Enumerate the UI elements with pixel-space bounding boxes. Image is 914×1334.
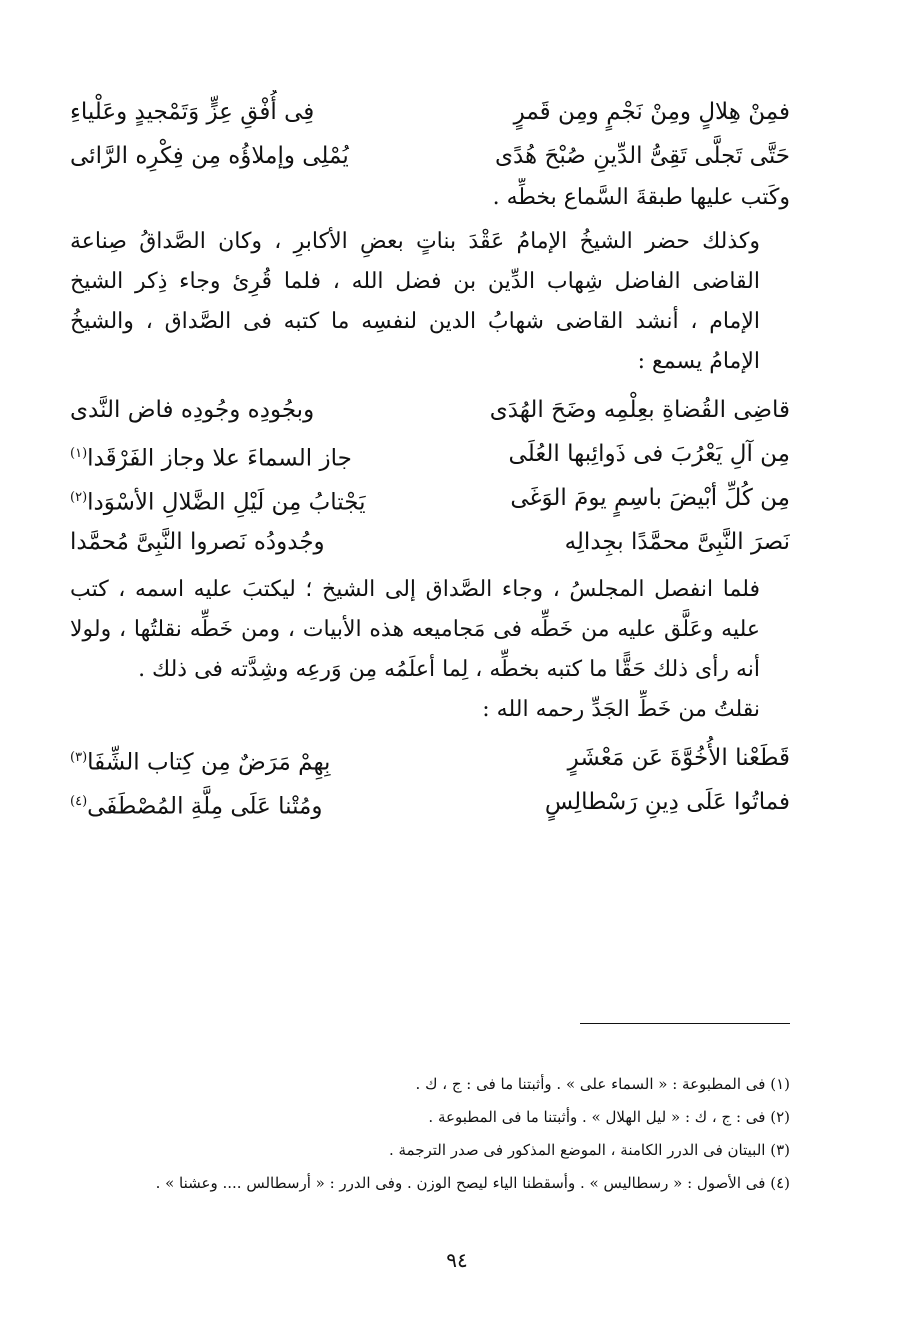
footnote: (٤) فى الأصول : « رسطاليس » . وأسقطنا الياء ليصح الوزن . وفى الدرر : « أرسطالس .... وعشنا » . xyxy=(155,1174,790,1192)
verse-second-hemistich xyxy=(70,780,416,824)
verse-text: وجُدودُه نَصروا النَّبِىَّ مُحمَّدا xyxy=(70,529,325,555)
page-body xyxy=(70,90,790,824)
verse-second-hemistich xyxy=(70,432,416,476)
text-line: وكَتب عليها طبقةَ السَّماع بخطِّه . xyxy=(492,185,790,210)
footnote: (٣) البيتان فى الدرر الكامنة ، الموضع المذكور فى صدر الترجمة . xyxy=(388,1141,790,1159)
verse-line xyxy=(70,90,790,134)
footnote-divider xyxy=(580,1023,790,1024)
footnote-marker: (٤) xyxy=(70,794,88,809)
page-number: ٩٤ xyxy=(446,1248,468,1272)
verse-second-hemistich xyxy=(70,388,416,432)
paragraph-1: وكذلك حضر الشيخُ الإمامُ عَقْدَ بناتٍ بعضِ الأكابرِ ، وكان الصَّداقُ صِناعة القاضى الفاضل شِهاب الدِّين بن فضل الله ، فلما قُرِئ وجاء ذِكر الشيخ الإمام ، أنشد القاضى شهابُ الدين لنفسِه ما كتبه فى الصَّداق ، والشيخُ الإمامُ يسمع : xyxy=(70,229,760,374)
verse-first-hemistich: فماتُوا عَلَى دِينِ رَسْطالِسٍ xyxy=(544,789,790,815)
verse-first-hemistich: فمِنْ هِلالٍ ومِنْ نَجْمٍ ومِن قَمرٍ xyxy=(513,99,790,125)
verse-second-hemistich: فِى أُفْقِ عِزٍّ وَتَمْجيدٍ وعَلْياءِ xyxy=(70,99,315,125)
verse-line xyxy=(70,388,790,432)
verse-first-hemistich: قاضِى القُضاةِ بعِلْمِه وضَحَ الهُدَى xyxy=(489,397,790,423)
verse-second-hemistich xyxy=(70,520,416,564)
verse-first-hemistich: نَصرَ النَّبِىَّ محمَّدًا بجِدالِه xyxy=(564,529,790,555)
verse-second-hemistich xyxy=(70,476,416,520)
verse-text: جاز السماءَ علا وجاز الفَرْقَدا xyxy=(87,445,352,472)
footnote-marker: (٣) xyxy=(70,750,88,765)
footnotes xyxy=(70,1068,790,1200)
footnote: (١) فى المطبوعة : « السماء على » . وأثبتنا ما فى : ج ، ك . xyxy=(415,1075,790,1093)
verse-first-hemistich: مِن كُلِّ أبْيضَ باسِمٍ يومَ الوَغَى xyxy=(510,485,790,511)
poem-bottom xyxy=(70,736,790,824)
verse-line xyxy=(70,736,790,780)
verse-text: ومُتْنا عَلَى مِلَّةِ المُصْطَفَى xyxy=(87,793,323,820)
footnote-marker: (١) xyxy=(70,446,88,461)
quote-intro-line: نقلتُ من خَطِّ الجَدِّ رحمه الله : xyxy=(482,697,760,722)
footnote: (٢) فى : ج ، ك : « ليل الهلال » . وأثبتنا ما فى المطبوعة . xyxy=(428,1108,790,1126)
verse-second-hemistich xyxy=(70,736,416,780)
verse-text: يَجْتابُ مِن لَيْلِ الضَّلالِ الأسْوَدا xyxy=(87,489,366,516)
verse-second-hemistich: يُمْلِى وإملاؤُه مِن فِكْرِه الرَّائى xyxy=(70,143,349,169)
verse-line xyxy=(70,134,790,178)
verse-line xyxy=(70,476,790,520)
verse-text: بِهِمْ مَرَضٌ مِن كِتاب الشِّفَا xyxy=(87,749,331,776)
verse-line xyxy=(70,432,790,476)
verse-line xyxy=(70,780,790,824)
paragraph-2: فلما انفصل المجلسُ ، وجاء الصَّداق إلى الشيخ ؛ ليكتبَ عليه اسمه ، كتب عليه وعَلَّق عليه من خَطِّه فى مَجاميعه هذه الأبيات ، ومن خَطِّه نقلتُها ، ولولا أنه رأى ذلك حَقًّا ما كتبه بخطِّه ، لِما أعلَمُه مِن وَرعِه وشِدَّته فى ذلك . xyxy=(70,577,760,682)
verse-line xyxy=(70,520,790,564)
verse-first-hemistich: مِن آلِ يَعْرُبَ فى ذَوائِبها العُلَى xyxy=(508,441,790,467)
poem-middle xyxy=(70,388,790,564)
footnote-marker: (٢) xyxy=(70,490,88,505)
verse-text: وبجُودِه وجُودِه فاض النَّدى xyxy=(70,397,315,423)
verse-first-hemistich: حَتَّى تَجلَّى تَقِىُّ الدِّينِ صُبْحَ هُدًى xyxy=(494,143,790,169)
verse-first-hemistich: قَطَعْنا الأُخُوَّةَ عَن مَعْشَرٍ xyxy=(567,745,790,771)
poem-top xyxy=(70,90,790,178)
